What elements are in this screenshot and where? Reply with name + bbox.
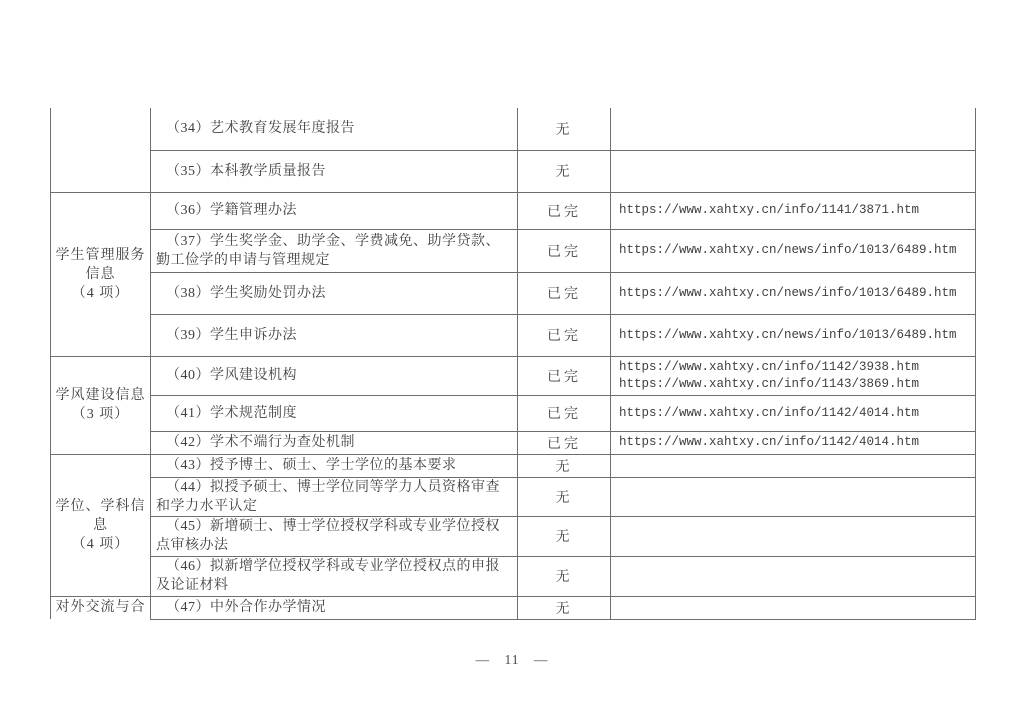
url-line: https://www.xahtxy.cn/info/1141/3871.htm bbox=[619, 203, 920, 217]
table-row bbox=[51, 477, 976, 516]
status-cell: 已完 bbox=[518, 395, 611, 431]
table-row bbox=[51, 150, 976, 192]
category-line: 对外交流与合 bbox=[55, 600, 146, 616]
status-cell: 已完 bbox=[518, 431, 611, 454]
status-cell: 已完 bbox=[518, 356, 611, 395]
table-rule-tail bbox=[150, 613, 151, 618]
category-line: （3 项） bbox=[71, 407, 130, 422]
table-row bbox=[51, 516, 976, 556]
category-cell bbox=[51, 192, 151, 356]
item-cell: （34）艺术教育发展年度报告 bbox=[151, 108, 518, 150]
status-cell: 已完 bbox=[518, 229, 611, 272]
item-cell: （37）学生奖学金、助学金、学费减免、助学贷款、勤工俭学的申请与管理规定 bbox=[151, 229, 518, 272]
url-cell bbox=[611, 596, 976, 619]
category-cell-continued bbox=[51, 108, 151, 192]
category-line: 学生管理服务 bbox=[55, 247, 146, 263]
url-cell bbox=[611, 314, 976, 356]
url-cell bbox=[611, 431, 976, 454]
category-line: （4 项） bbox=[71, 285, 130, 301]
url-cell bbox=[611, 556, 976, 596]
url-cell bbox=[611, 108, 976, 150]
url-cell bbox=[611, 192, 976, 229]
item-cell: （35）本科教学质量报告 bbox=[151, 150, 518, 192]
item-cell: （45）新增硕士、博士学位授权学科或专业学位授权点审核办法 bbox=[151, 516, 518, 556]
status-cell: 无 bbox=[518, 454, 611, 477]
category-line: 息 bbox=[93, 517, 108, 533]
status-cell: 已完 bbox=[518, 314, 611, 356]
url-cell bbox=[611, 229, 976, 272]
disclosure-table bbox=[50, 108, 976, 620]
table-row bbox=[51, 314, 976, 356]
item-cell: （46）拟新增学位授权学科或专业学位授权点的申报及论证材料 bbox=[151, 556, 518, 596]
category-line: （4 项） bbox=[71, 536, 130, 552]
item-cell: （40）学风建设机构 bbox=[151, 356, 518, 395]
status-cell: 已完 bbox=[518, 192, 611, 229]
table-rule-tail bbox=[50, 613, 51, 618]
url-line: https://www.xahtxy.cn/info/1143/3869.htm bbox=[619, 376, 920, 391]
item-cell: （39）学生申诉办法 bbox=[151, 314, 518, 356]
status-cell: 无 bbox=[518, 477, 611, 516]
category-line: 学风建设信息 bbox=[55, 388, 146, 403]
table-row bbox=[51, 192, 976, 229]
table-row bbox=[51, 596, 976, 619]
table-row bbox=[51, 395, 976, 431]
url-line: https://www.xahtxy.cn/info/1142/4014.htm bbox=[619, 405, 920, 420]
url-line: https://www.xahtxy.cn/info/1142/4014.htm bbox=[619, 435, 920, 449]
status-cell: 无 bbox=[518, 108, 611, 150]
url-line: https://www.xahtxy.cn/news/info/1013/6489.htm bbox=[619, 327, 957, 342]
status-cell: 无 bbox=[518, 556, 611, 596]
url-cell bbox=[611, 395, 976, 431]
item-cell: （43）授予博士、硕士、学士学位的基本要求 bbox=[151, 454, 518, 477]
url-line: https://www.xahtxy.cn/info/1142/3938.htm bbox=[619, 359, 920, 374]
url-line: https://www.xahtxy.cn/news/info/1013/6489.htm bbox=[619, 285, 957, 300]
status-cell: 无 bbox=[518, 596, 611, 619]
item-cell: （44）拟授予硕士、博士学位同等学力人员资格审查和学力水平认定 bbox=[151, 477, 518, 516]
table-row bbox=[51, 454, 976, 477]
url-cell bbox=[611, 516, 976, 556]
table-row bbox=[51, 556, 976, 596]
table-row bbox=[51, 272, 976, 314]
table-row bbox=[51, 356, 976, 395]
table-row bbox=[51, 431, 976, 454]
category-cell-cutoff bbox=[51, 596, 151, 619]
item-cell: （36）学籍管理办法 bbox=[151, 192, 518, 229]
status-cell: 无 bbox=[518, 150, 611, 192]
url-cell bbox=[611, 272, 976, 314]
category-cell bbox=[51, 454, 151, 596]
status-cell: 已完 bbox=[518, 272, 611, 314]
item-cell: （41）学术规范制度 bbox=[151, 395, 518, 431]
url-cell bbox=[611, 150, 976, 192]
url-line: https://www.xahtxy.cn/news/info/1013/6489.htm bbox=[619, 243, 957, 257]
url-cell bbox=[611, 356, 976, 395]
table-row bbox=[51, 229, 976, 272]
page-number: — 11 — bbox=[475, 652, 549, 667]
category-line: 学位、学科信 bbox=[55, 498, 146, 514]
url-cell bbox=[611, 477, 976, 516]
table-row bbox=[51, 108, 976, 150]
item-cell: （42）学术不端行为查处机制 bbox=[151, 431, 518, 454]
url-cell bbox=[611, 454, 976, 477]
item-cell: （38）学生奖励处罚办法 bbox=[151, 272, 518, 314]
category-line: 信息 bbox=[85, 266, 116, 282]
item-cell: （47）中外合作办学情况 bbox=[151, 596, 518, 619]
status-cell: 无 bbox=[518, 516, 611, 556]
category-cell bbox=[51, 356, 151, 454]
